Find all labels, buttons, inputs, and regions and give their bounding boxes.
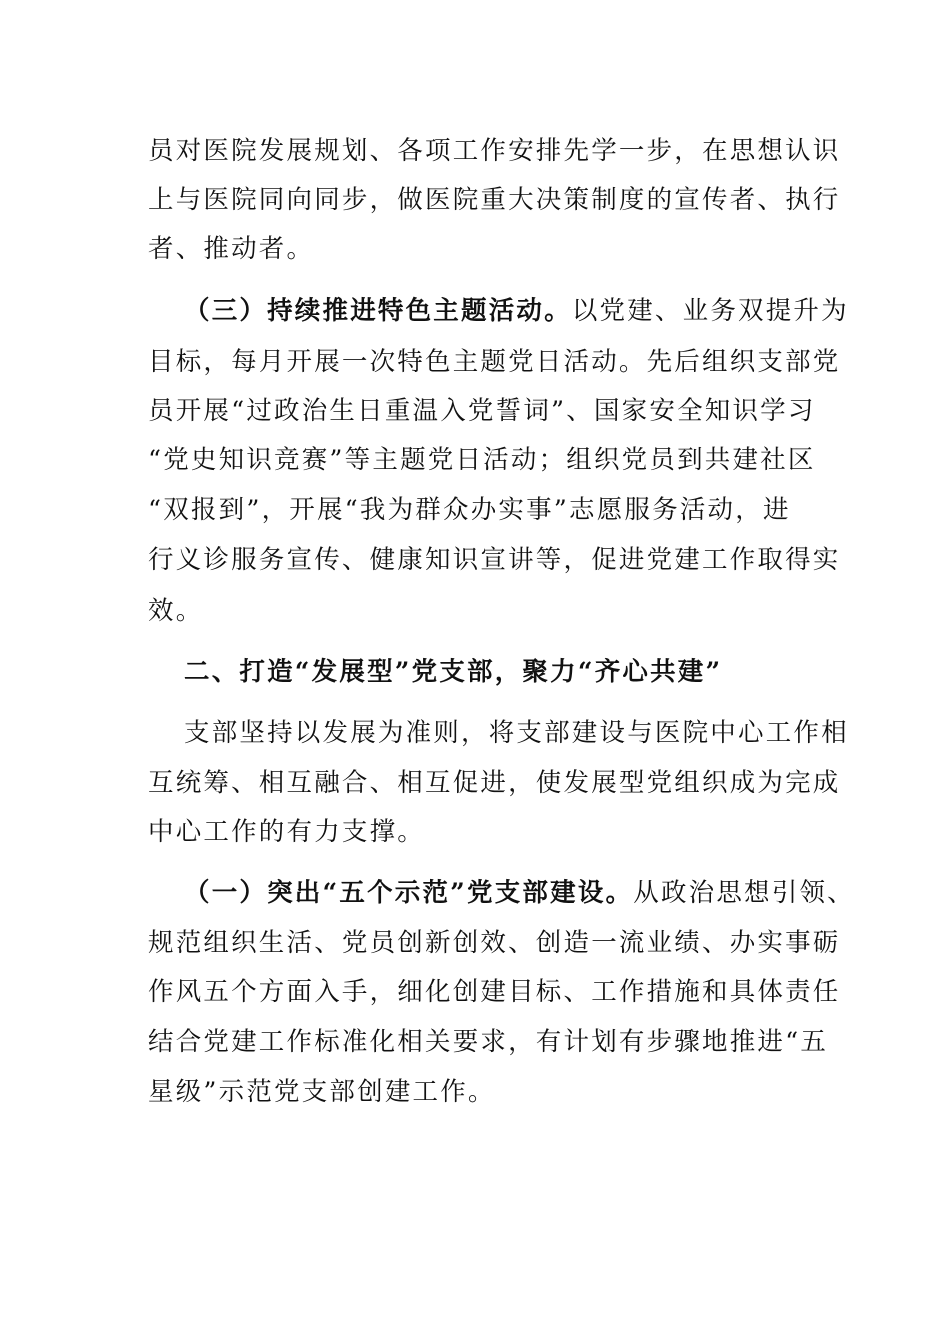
text-line (148, 391, 816, 431)
subheading-title: （三）持续推进特色主题活动。 (184, 296, 572, 326)
section-heading (184, 652, 722, 692)
text-line (148, 440, 816, 480)
text-segment: 行义诊服务宣传、健康知识宣讲等，促进党建工作取得实 (148, 545, 841, 575)
text-line (148, 812, 425, 852)
text-segment: 作风五个方面入手，细化创建目标、工作措施和具体责任 (148, 977, 841, 1007)
text-segment: 规范组织生活、党员创新创效、创造一流业绩、办实事砺 (148, 928, 841, 958)
section-heading-text: 二、打造“发展型”党支部，聚力“齐心共建” (184, 657, 723, 687)
text-segment: 上与医院同向同步，做医院重大决策制度的宣传者、执行 (148, 185, 841, 215)
text-line (148, 1072, 496, 1112)
text-line (148, 490, 791, 530)
text-line (148, 540, 841, 580)
subheading-title: （一）突出“五个示范”党支部建设。 (184, 878, 634, 908)
text-segment: 目标，每月开展一次特色主题党日活动。先后组织支部党 (148, 347, 841, 377)
text-segment: 从政治思想引领、 (633, 878, 855, 908)
text-line (184, 713, 849, 753)
text-line (148, 342, 841, 382)
text-line (148, 591, 203, 631)
text-line (148, 180, 841, 220)
text-line (148, 763, 841, 803)
text-segment: 中心工作的有力支撑。 (148, 817, 426, 847)
text-segment: 结合党建工作标准化相关要求，有计划有步骤地推进“五 (148, 1027, 829, 1057)
text-segment: 者、推动者。 (148, 234, 315, 264)
text-line (148, 131, 841, 171)
text-segment: 员开展“过政治生日重温入党誓词”、国家安全知识学习 (148, 396, 816, 426)
text-line (148, 229, 314, 269)
text-segment: 效。 (148, 596, 204, 626)
subheading-line (184, 291, 849, 331)
subheading-line (184, 873, 855, 913)
text-line (148, 923, 841, 963)
text-line (148, 1022, 828, 1062)
text-segment: 支部坚持以发展为准则，将支部建设与医院中心工作相 (184, 718, 849, 748)
text-segment: 以党建、业务双提升为 (571, 296, 849, 326)
text-line (148, 972, 841, 1012)
text-segment: 互统筹、相互融合、相互促进，使发展型党组织成为完成 (148, 768, 841, 798)
text-segment: 员对医院发展规划、各项工作安排先学一步，在思想认识 (148, 136, 841, 166)
text-segment: 星级”示范党支部创建工作。 (148, 1077, 496, 1107)
text-segment: “党史知识竞赛”等主题党日活动；组织党员到共建社区 (148, 445, 816, 475)
text-segment: “双报到”，开展“我为群众办实事”志愿服务活动，进 (148, 495, 791, 525)
